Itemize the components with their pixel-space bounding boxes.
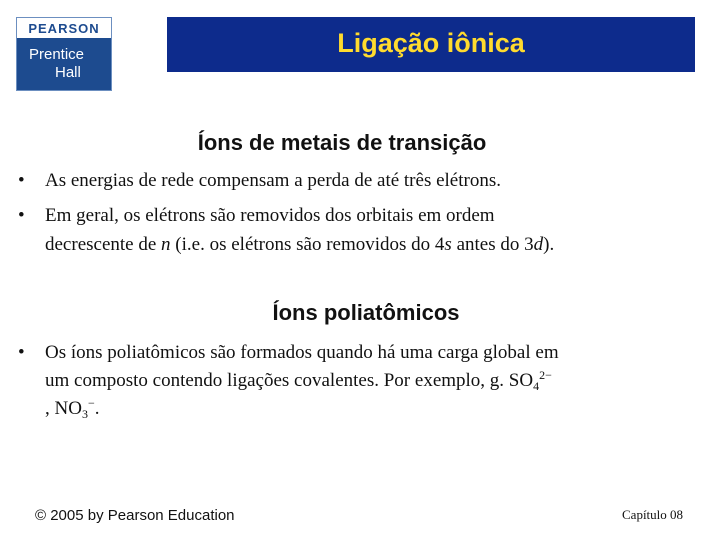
no3-subscript: 3	[81, 407, 88, 421]
bullet-text: As energias de rede compensam a perda de até três elétrons.	[45, 170, 501, 191]
logo-brand: PEARSON	[17, 18, 111, 40]
section-heading-transition-metals: Íons de metais de transição	[197, 130, 487, 155]
bullet-text-line1: Em geral, os elétrons são removidos dos orbitais em ordem	[45, 205, 495, 226]
bullet-mark: •	[18, 205, 25, 226]
bullet-text-line2: decrescente de n (i.e. os elétrons são removidos do 4s antes do 3d).	[45, 234, 555, 255]
section-heading-polyatomic-ions: Íons poliatômicos	[272, 300, 460, 325]
bullet-text-line2: um composto contendo ligações covalentes. Por exemplo, g. $SO_4^{2-}$	[45, 368, 552, 393]
footer-copyright: © 2005 by Pearson Education	[35, 507, 235, 524]
symbol-s: s	[444, 234, 452, 255]
so4-charge: 2−	[539, 368, 552, 382]
bullet-text-line1: Os íons poliatômicos são formados quando há uma carga global em	[45, 342, 559, 363]
bullet-text-line3: , $NO_3^-$.	[45, 396, 100, 421]
logo-line-prentice: Prentice	[29, 46, 85, 63]
symbol-d: d	[533, 234, 544, 255]
logo-line-hall: Hall	[55, 64, 81, 81]
so4-subscript: 4	[533, 379, 540, 393]
footer-chapter: Capítulo 08	[622, 507, 684, 522]
symbol-n: n	[161, 234, 171, 255]
title-banner	[167, 17, 695, 72]
slide-title: Ligação iônica	[337, 28, 525, 58]
bullet-mark: •	[18, 170, 25, 191]
bullet-mark: •	[18, 342, 25, 363]
pearson-prentice-hall-logo	[16, 17, 112, 91]
no3-charge: −	[87, 396, 95, 410]
